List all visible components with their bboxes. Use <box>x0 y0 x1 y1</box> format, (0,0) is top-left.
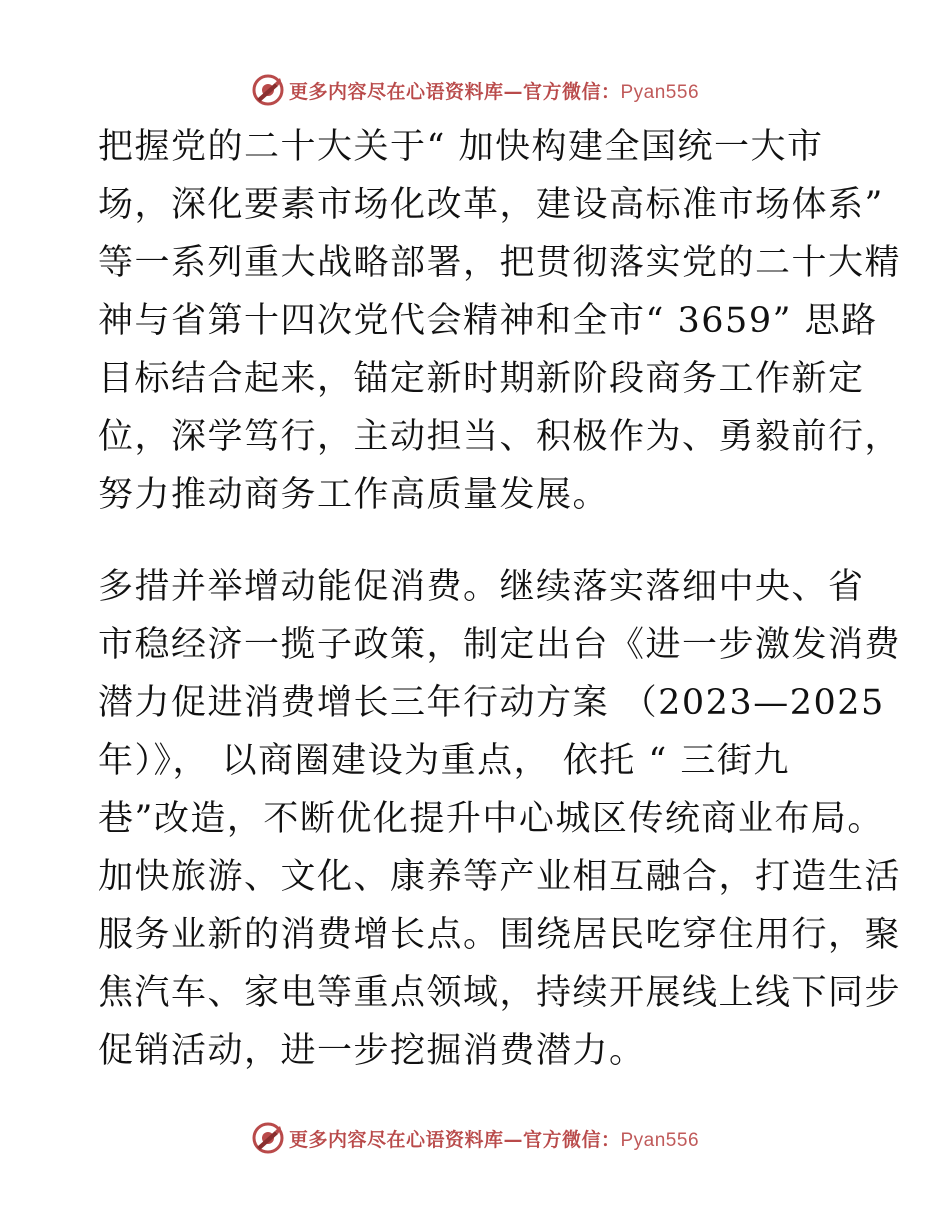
banner-contact: Pyan556 <box>620 1129 700 1151</box>
text-line: 等一系列重大战略部署，把贯彻落实党的二十大精 <box>98 243 902 283</box>
text-line: 把握党的二十大关于“ 加快构建全国统一大市 <box>98 127 824 167</box>
text-line: 位，深学笃行，主动担当、积极作为、勇毅前行， <box>98 417 902 457</box>
text-line: 场，深化要素市场化改革，建设高标准市场体系” <box>98 185 884 225</box>
text-line: 焦汽车、家电等重点领域，持续开展线上线下同步 <box>98 973 902 1013</box>
text-line: 促销活动，进一步挖掘消费潜力。 <box>98 1031 646 1071</box>
document-body <box>98 118 902 1080</box>
footer-banner <box>0 1118 950 1158</box>
logo-icon <box>251 1121 285 1155</box>
paragraph-2 <box>98 558 902 1080</box>
text-line: 年）》， 以商圈建设为重点， 依托 “ 三街九 <box>98 741 790 781</box>
banner-text: 更多内容尽在心语资料库—官方微信：Pyan556 <box>288 80 700 103</box>
text-line: 神与省第十四次党代会精神和全市“ 3659” 思路 <box>98 301 878 341</box>
logo-icon <box>251 73 285 107</box>
paragraph-1 <box>98 118 902 524</box>
banner-text: 更多内容尽在心语资料库—官方微信：Pyan556 <box>288 1128 700 1151</box>
text-line: 目标结合起来，锚定新时期新阶段商务工作新定 <box>98 359 865 399</box>
header-banner <box>0 70 950 110</box>
text-line: 多措并举增动能促消费。继续落实落细中央、省 <box>98 567 865 607</box>
text-line: 潜力促进消费增长三年行动方案 （2023—2025 <box>98 683 885 723</box>
text-line: 加快旅游、文化、康养等产业相互融合，打造生活 <box>98 857 902 897</box>
text-line: 努力推动商务工作高质量发展。 <box>98 475 610 515</box>
paragraph-gap <box>98 524 858 558</box>
text-line: 市稳经济一揽子政策，制定出台《进一步激发消费 <box>98 625 902 665</box>
text-line: 服务业新的消费增长点。围绕居民吃穿住用行，聚 <box>98 915 902 955</box>
banner-contact: Pyan556 <box>620 81 700 103</box>
text-line: 巷”改造，不断优化提升中心城区传统商业布局。 <box>98 799 884 839</box>
